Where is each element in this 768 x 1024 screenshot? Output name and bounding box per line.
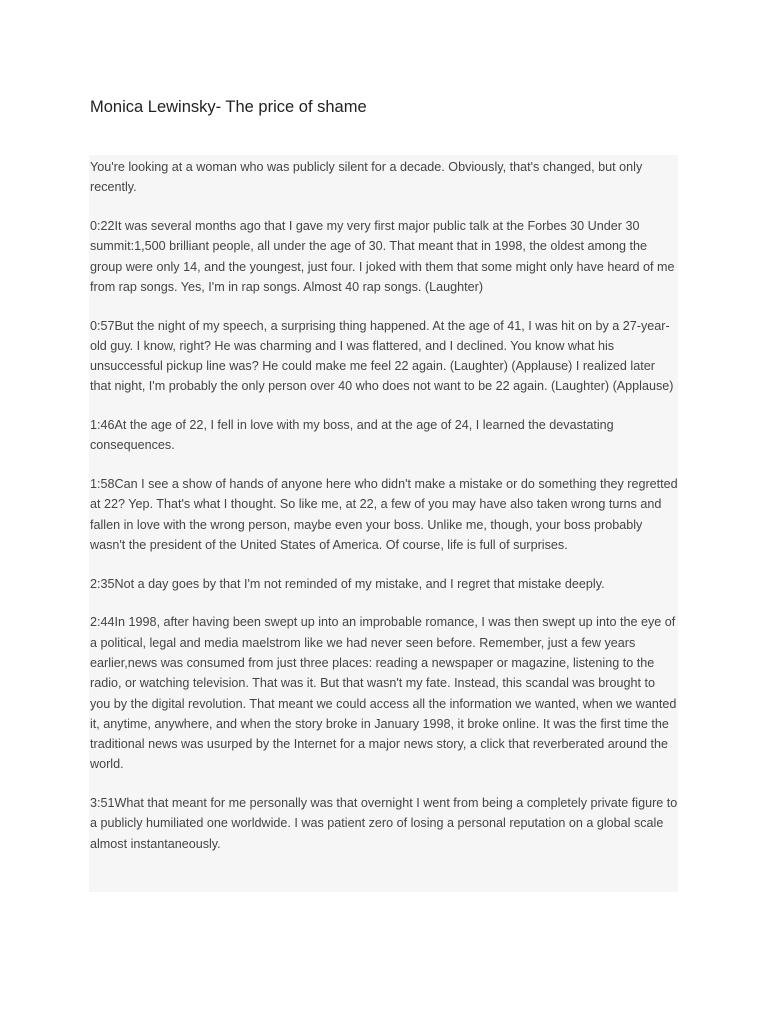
paragraph-text: At the age of 22, I fell in love with my boss, and at the age of 24, I learned the devastating consequences. <box>90 418 614 453</box>
timestamp: 1:46 <box>90 418 115 433</box>
paragraph-text: Can I see a show of hands of anyone here who didn't make a mistake or do something they regretted at 22? Yep. That's what I thought. So like me, at 22, a few of you may have also taken wrong turns and fallen in love with the wrong person, maybe even your boss. Unlike me, though, your boss probably wasn't the president of the United States of America. Of course, life is full of surprises. <box>90 477 678 553</box>
paragraph-text: You're looking at a woman who was publicly silent for a decade. Obviously, that's changed, but only recently. <box>90 160 643 195</box>
transcript-paragraph <box>90 316 678 397</box>
transcript-paragraph <box>90 216 678 297</box>
paragraph-text: In 1998, after having been swept up into an improbable romance, I was then swept up into the eye of a political, legal and media maelstrom like we had never seen before. Remember, just a few years earlier,news was consumed from just three places: reading a newspaper or magazine, listening to the radio, or watching television. That was it. But that wasn't my fate. Instead, this scandal was brought to you by the digital revolution. That meant we could access all the information we wanted, when we wanted it, anytime, anywhere, and when the story broke in January 1998, it broke online. It was the first time the traditional news was usurped by the Internet for a major news story, a click that reverberated around the world. <box>90 615 677 772</box>
transcript-paragraph <box>90 474 678 555</box>
transcript-paragraph <box>90 574 678 594</box>
transcript-paragraph <box>90 157 678 198</box>
transcript-block <box>89 155 678 892</box>
paragraph-text: It was several months ago that I gave my very first major public talk at the Forbes 30 Under 30 summit:1,500 brilliant people, all under the age of 30. That meant that in 1998, the oldest among the group were only 14, and the youngest, just four. I joked with them that some might only have heard of me from rap songs. Yes, I'm in rap songs. Almost 40 rap songs. (Laughter) <box>90 218 675 294</box>
transcript-paragraph <box>90 612 678 774</box>
transcript-paragraph <box>90 793 678 854</box>
timestamp: 3:51 <box>90 796 115 811</box>
paragraph-text: What that meant for me personally was that overnight I went from being a completely private figure to a publicly humiliated one worldwide. I was patient zero of losing a personal reputation on a global scale almost instantaneously. <box>90 796 678 851</box>
timestamp: 2:35 <box>90 576 115 591</box>
timestamp: 2:44 <box>90 615 115 630</box>
paragraph-text: Not a day goes by that I'm not reminded of my mistake, and I regret that mistake deeply. <box>114 576 605 591</box>
timestamp: 1:58 <box>90 477 115 492</box>
transcript-paragraph <box>90 415 678 456</box>
paragraph-text: But the night of my speech, a surprising thing happened. At the age of 41, I was hit on by a 27-year-old guy. I know, right? He was charming and I was flattered, and I declined. You know what his unsuccessful pickup line was? He could make me feel 22 again. (Laughter) (Applause) I realized later that night, I'm probably the only person over 40 who does not want to be 22 again. (Laughter) (Applause) <box>90 318 674 394</box>
page-title: Monica Lewinsky- The price of shame <box>90 98 367 116</box>
timestamp: 0:57 <box>90 318 115 333</box>
timestamp: 0:22 <box>90 218 115 233</box>
